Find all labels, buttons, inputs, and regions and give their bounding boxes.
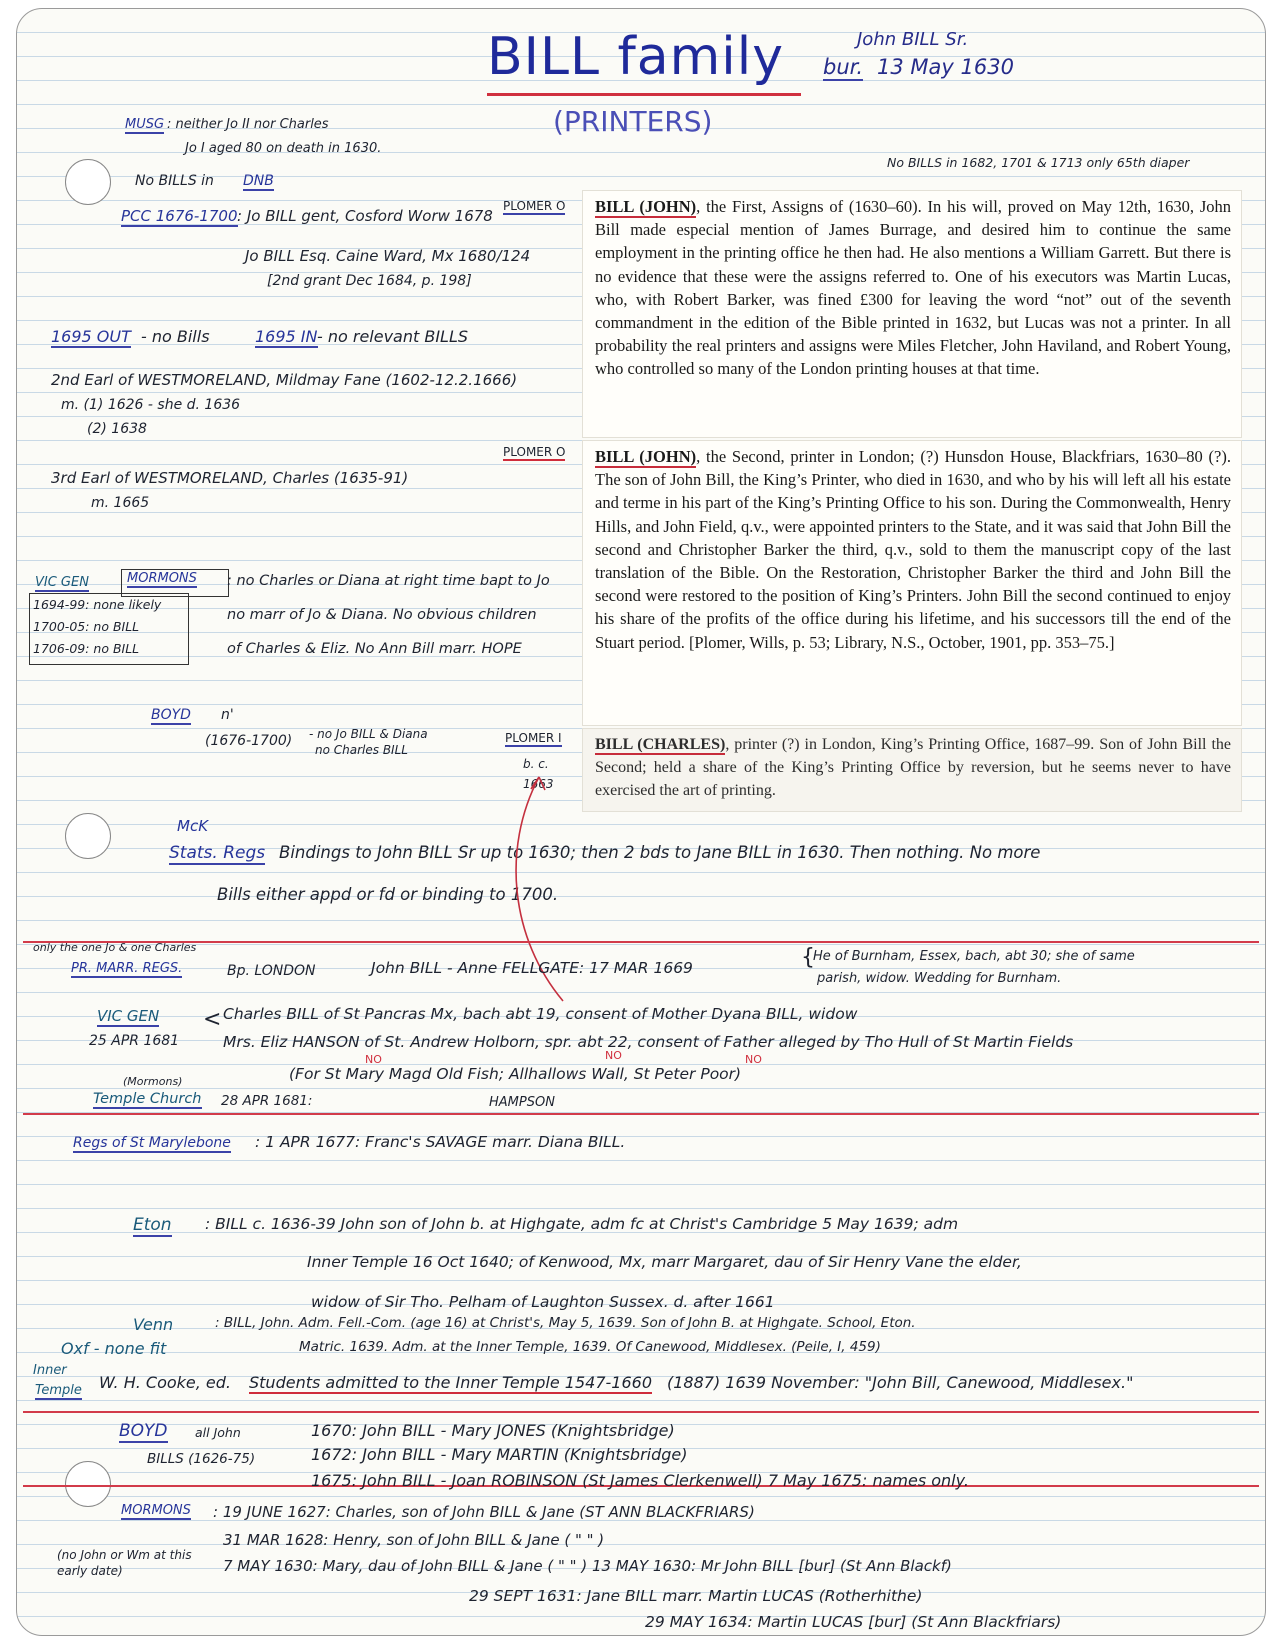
entry-text: , printer (?) in London, King’s Printing Office, 1687–99. Son of John Bill the Second; held a share of the King’s Printing Office by reversion, but he seems never to have exercised the art of printing. (595, 736, 1231, 800)
entry-name: BILL (JOHN) (595, 197, 697, 216)
brace: { (801, 945, 815, 970)
boyd-2-line: 1675: John BILL - Joan ROBINSON (St James Clerkenwell) 7 May 1675: names only. (311, 1471, 969, 1490)
inner-temple-book: Students admitted to the Inner Temple 1547-1660 (249, 1373, 652, 1392)
vic-gen-label: VIC GEN (35, 575, 89, 590)
earl-3-text: 3rd Earl of WESTMORELAND, Charles (1635-91) (51, 469, 409, 487)
mormons-line-1: : no Charles or Diana at right time bapt to Jo (227, 573, 550, 589)
vic-gen-line: 1700-05: no BILL (33, 619, 140, 634)
vic-gen-line: 1694-99: none likely (33, 597, 162, 612)
pcc-text-2: Jo BILL Esq. Caine Ward, Mx 1680/124 (245, 247, 531, 265)
mormons-2-line-3: 7 MAY 1630: Mary, dau of John BILL & Jane ( " " ) 13 MAY 1630: Mr John BILL [bur] (St Ann Blackf) (223, 1557, 952, 1575)
punch-hole (65, 813, 111, 859)
stats-line-1: Bindings to John BILL Sr up to 1630; then 2 bds to Jane BILL in 1630. Then nothing. No more (279, 843, 1041, 862)
mormons-line-2: no marr of Jo & Diana. No obvious children (227, 607, 537, 623)
punch-hole (65, 159, 111, 205)
out-text: - no Bills (141, 327, 210, 346)
pr-brace-1: He of Burnham, Essex, bach, abt 30; she of same (813, 949, 1135, 964)
boyd-text-1: - no Jo BILL & Diana (309, 727, 428, 741)
musg-text-2: Jo I aged 80 on death in 1630. (185, 141, 382, 156)
section-divider (23, 941, 1259, 943)
earl-3-m: m. 1665 (91, 495, 150, 511)
burial-date: 13 May 1630 (877, 55, 1014, 79)
vic-line-3: (For St Mary Magd Old Fish; Allhallows Wall, St Peter Poor) (289, 1065, 742, 1083)
notebook-page (16, 8, 1266, 1636)
mck-label: McK (177, 817, 209, 835)
page-title: BILL family (487, 27, 784, 87)
mormons-2-note: (no John or Wm at this early date) (57, 1548, 192, 1578)
stats-label: Stats. Regs (169, 843, 266, 863)
born-label: b. c. (523, 757, 549, 771)
mormons-2-line-2: 31 MAR 1628: Henry, son of John BILL & Jane ( " " ) (223, 1531, 605, 1549)
in-label: 1695 IN (255, 327, 318, 346)
boyd-2-line: 1670: John BILL - Mary JONES (Knightsbridge) (311, 1421, 675, 1440)
plomer-label: PLOMER O (503, 199, 566, 213)
musg-label: MUSG (125, 117, 165, 132)
venn-label: Venn (133, 1315, 174, 1334)
pr-text: John BILL - Anne FELLGATE: 17 MAR 1669 (371, 959, 693, 977)
no-mark: NO (365, 1053, 382, 1066)
burial-prefix: bur. (823, 55, 864, 79)
inner-temple-label-1: Inner (33, 1363, 67, 1378)
vic-line-1: Charles BILL of St Pancras Mx, bach abt 19, consent of Mother Dyana BILL, widow (223, 1005, 858, 1023)
entry-name: BILL (JOHN) (595, 447, 697, 466)
earl-2-m2: (2) 1638 (87, 421, 147, 437)
vic-gen-line: 1706-09: no BILL (33, 641, 140, 656)
top-note: only the one Jo & one Charles (33, 941, 197, 954)
pcc-text: : Jo BILL gent, Cosford Worw 1678 (237, 207, 493, 225)
venn-line-2: Matric. 1639. Adm. at the Inner Temple, 1639. Of Canewood, Middlesex. (Peile, I, 459) (299, 1339, 881, 1355)
inner-temple-prefix: W. H. Cooke, ed. (99, 1373, 232, 1392)
temple-date: 28 APR 1681: (221, 1093, 313, 1109)
marylebone-label: Regs of St Marylebone (73, 1135, 231, 1151)
vic-line-2: Mrs. Eliz HANSON of St. Andrew Holborn, spr. abt 22, consent of Father alleged by Tho Hull of St Martin Fields (223, 1033, 1074, 1051)
pcc-label: PCC 1676-1700 (121, 207, 238, 225)
boyd-label: BOYD (151, 707, 191, 723)
boyd-n: n' (221, 707, 234, 723)
mormons-small: (Mormons) (123, 1075, 183, 1088)
out-label: 1695 OUT (51, 327, 131, 346)
eton-line-3: widow of Sir Tho. Pelham of Laughton Sussex. d. after 1661 (311, 1293, 775, 1311)
vic-gen-2-date: 25 APR 1681 (89, 1033, 180, 1049)
boyd-years: (1676-1700) (205, 733, 293, 749)
page-subtitle: (PRINTERS) (553, 105, 713, 138)
stats-line-2: Bills either appd or fd or binding to 1700. (217, 885, 559, 904)
venn-line-1: : BILL, John. Adm. Fell.-Com. (age 16) at Christ's, May 5, 1639. Son of John B. at Highgate. School, Eton. (215, 1315, 916, 1331)
vic-gen-2-label: VIC GEN (97, 1007, 160, 1025)
pcc-text-3: [2nd grant Dec 1684, p. 198] (267, 273, 472, 289)
boyd-2-label: BOYD (119, 1421, 168, 1441)
section-divider (23, 1411, 1259, 1413)
no-mark: NO (605, 1049, 622, 1062)
pr-label: PR. MARR. REGS. (71, 961, 183, 976)
plomer-label: PLOMER O (503, 445, 566, 459)
pr-bp: Bp. LONDON (227, 963, 316, 979)
mormons-line-3: of Charles & Eliz. No Ann Bill marr. HOPE (227, 641, 522, 657)
dnb-text: No BILLS in (135, 173, 214, 189)
burial-name: John BILL Sr. (857, 29, 969, 50)
born-year: 1663 (523, 777, 554, 791)
marylebone-text: : 1 APR 1677: Franc's SAVAGE marr. Diana BILL. (255, 1133, 626, 1151)
entry-name: BILL (CHARLES) (595, 736, 726, 753)
plomer-clipping-charles (583, 729, 1241, 811)
punch-hole (65, 1461, 111, 1507)
temple-name: HAMPSON (489, 1095, 555, 1110)
eton-line-2: Inner Temple 16 Oct 1640; of Kenwood, Mx, marr Margaret, dau of Sir Henry Vane the elder, (307, 1253, 1022, 1271)
boyd-text-2: no Charles BILL (315, 743, 408, 757)
mormons-2-line-1: : 19 JUNE 1627: Charles, son of John BILL & Jane (ST ANN BLACKFRIARS) (213, 1503, 755, 1521)
inner-temple-rest: (1887) 1639 November: "John Bill, Canewood, Middlesex." (667, 1373, 1134, 1392)
mormons-2-label: MORMONS (121, 1503, 191, 1518)
plomer-clipping-john-first (583, 191, 1241, 437)
section-divider (23, 1113, 1259, 1115)
plomer-label: PLOMER I (505, 731, 562, 745)
entry-text: , the Second, printer in London; (?) Hunsdon House, Blackfriars, 1630–80 (?). The son of John Bill, the King’s Printer, who died in 1630, and who by his will left all his estate and terme in his part of the King’s Printing Office to his son. During the Commonwealth, Henry Hills, and John Field, q.v., were appointed printers to the State, and it was said that John Bill the second and Christopher Barker the third, q.v., sold to them the manuscript copy of the last translation of the Bible. On the Restoration, Christopher Barker the third and John Bill the second were restored to the position of King’s Printers. John Bill the second continued to enjoy his share of the profits of the office during his lifetime, and his successors till the end of the Stuart period. [Plomer, Wills, p. 53; Library, N.S., October, 1901, pp. 353–75.] (595, 447, 1231, 652)
pr-brace-2: parish, widow. Wedding for Burnham. (817, 971, 1062, 986)
inner-temple-label-2: Temple (35, 1383, 82, 1398)
plomer-clipping-john-second (583, 441, 1241, 725)
boyd-2-note-2: BILLS (1626-75) (147, 1451, 256, 1467)
eton-line-1: : BILL c. 1636-39 John son of John b. at Highgate, adm fc at Christ's Cambridge 5 May 1639; adm (205, 1215, 959, 1233)
mormons-2-line-4: 29 SEPT 1631: Jane BILL marr. Martin LUCAS (Rotherhithe) (469, 1587, 923, 1605)
temple-church-label: Temple Church (93, 1091, 202, 1107)
mormons-label: MORMONS (127, 571, 197, 586)
entry-text: , the First, Assigns of (1630–60). In his will, proved on May 12th, 1630, John Bill made especial mention of James Burrage, and desired him to continue the same employment in the printing office he then had. He also mentions a William Garrett. But there is no evidence that these were the assigns referred to. One of his executors was Martin Lucas, who, with Robert Barker, was fined £300 for leaving the word “not” out of the seventh commandment in the edition of the Bible printed in 1632, but Lucas was not a printer. In all probability the real printers and assigns were Miles Fletcher, John Haviland, and Robert Young, who controlled so many of the London printing houses at that time. (595, 197, 1231, 379)
vic-bracket: < (203, 1007, 222, 1032)
oxf-label: Oxf - none fit (61, 1339, 167, 1358)
mormons-2-line-5: 29 MAY 1634: Martin LUCAS [bur] (St Ann Blackfriars) (645, 1613, 1062, 1631)
musg-text: : neither Jo II nor Charles (167, 117, 329, 132)
boyd-2-line: 1672: John BILL - Mary MARTIN (Knightsbridge) (311, 1445, 688, 1464)
eton-label: Eton (133, 1215, 172, 1235)
boyd-2-note-1: all John (195, 1425, 241, 1440)
dnb-label: DNB (243, 173, 274, 189)
title-underline (487, 93, 801, 96)
in-text: - no relevant BILLS (317, 327, 469, 346)
no-bills-years: No BILLS in 1682, 1701 & 1713 only 65th diaper (887, 155, 1190, 170)
no-mark: NO (745, 1053, 762, 1066)
earl-2-text: 2nd Earl of WESTMORELAND, Mildmay Fane (1602-12.2.1666) (51, 371, 518, 389)
earl-2-m1: m. (1) 1626 - she d. 1636 (61, 397, 241, 413)
